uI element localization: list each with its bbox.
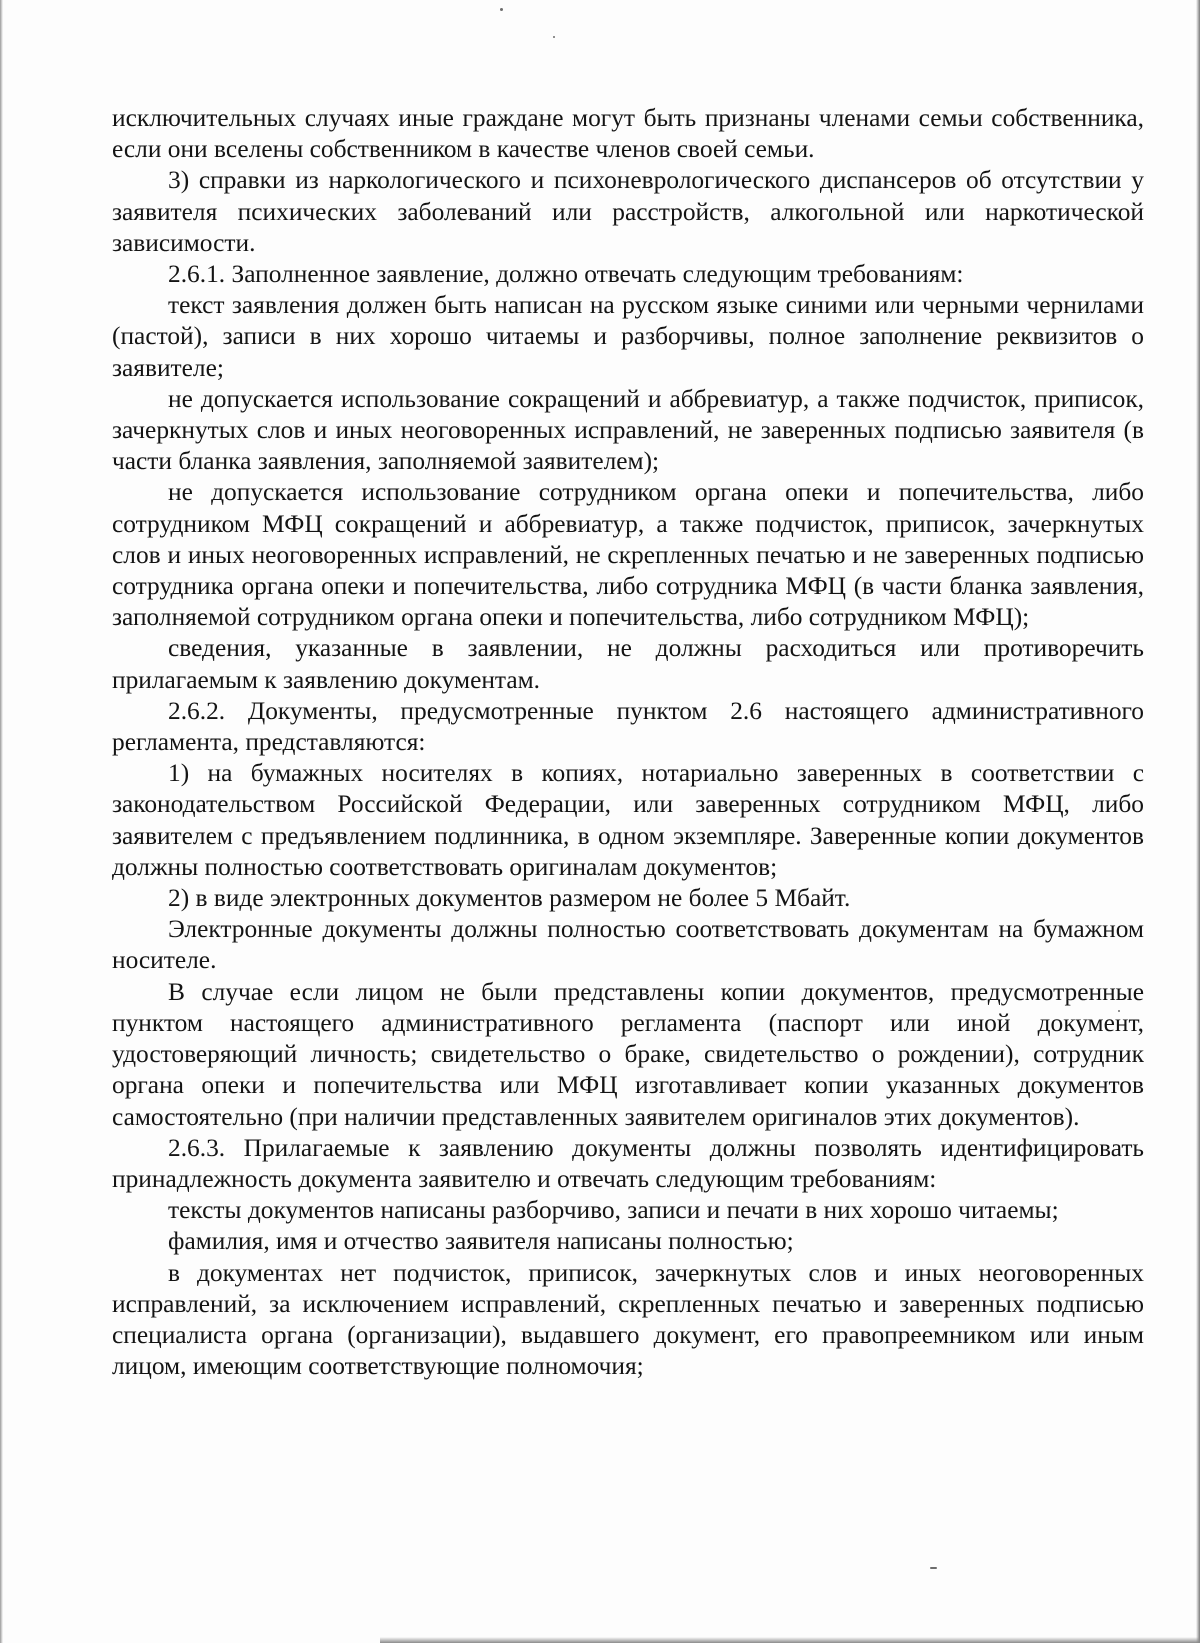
paragraph: сведения, указанные в заявлении, не должны расходиться или противоречить прилагаемым к заявлению документам.	[112, 634, 1144, 694]
paragraph: фамилия, имя и отчество заявителя написаны полностью;	[168, 1227, 794, 1256]
paragraph: В случае если лицом не были представлены копии документов, предусмотренные пунктом настоящего административного регламента (паспорт или иной документ, удостоверяющий личность; свидетельство о браке, свидетельство о рождении), сотрудник органа опеки и попечительства или МФЦ изготавливает копии указанных документов самостоятельно (при наличии представленных заявителем оригиналов этих документов).	[112, 977, 1144, 1131]
paragraph: Электронные документы должны полностью соответствовать документам на бумажном носителе.	[112, 915, 1144, 975]
scan-speck	[930, 1567, 937, 1569]
paragraph: 1) на бумажных носителях в копиях, нотариально заверенных в соответствии с законодательством Российской Федерации, или заверенных сотрудником МФЦ, либо заявителем с предъявлением подлинника, в одном экземпляре. Заверенные копии документов должны полностью соответствовать оригиналам документов;	[112, 759, 1144, 881]
paragraph: 3) справки из наркологического и психоневрологического диспансеров об отсутствии у заявителя психических заболеваний или расстройств, алкогольной или наркотической зависимости.	[112, 166, 1144, 257]
scan-speck	[500, 8, 503, 11]
scan-speck	[553, 36, 555, 38]
paragraph: не допускается использование сотрудником органа опеки и попечительства, либо сотрудником МФЦ сокращений и аббревиатур, а также подчисток, приписок, зачеркнутых слов и иных неоговоренных исправлений, не скрепленных печатью и не заверенных подписью сотрудника органа опеки и попечительства, либо сотрудника МФЦ (в части бланка заявления, заполняемой сотрудником органа опеки и попечительства, либо сотрудником МФЦ);	[112, 478, 1144, 632]
paragraph: 2) в виде электронных документов размером не более 5 Мбайт.	[168, 884, 851, 913]
paragraph: не допускается использование сокращений и аббревиатур, а также подчисток, приписок, зачеркнутых слов и иных неоговоренных исправлений, не заверенных подписью заявителя (в части бланка заявления, заполняемой заявителем);	[112, 384, 1144, 476]
paragraph: 2.6.1. Заполненное заявление, должно отвечать следующим требованиям:	[168, 260, 964, 289]
scan-shadow-right	[1196, 0, 1200, 1643]
paragraph: в документах нет подчисток, приписок, зачеркнутых слов и иных неоговоренных исправлений, за исключением исправлений, скрепленных печатью и заверенных подписью специалиста органа (организации), выдавшего документ, его правопреемником или иным лицом, имеющим соответствующие полномочия;	[112, 1258, 1144, 1381]
scan-shadow-left	[0, 0, 3, 1643]
paragraph: 2.6.3. Прилагаемые к заявлению документы должны позволять идентифицировать принадлежность документа заявителю и отвечать следующим требованиям:	[112, 1133, 1144, 1193]
paragraph: тексты документов написаны разборчиво, записи и печати в них хорошо читаемы;	[168, 1196, 1059, 1225]
paragraph: 2.6.2. Документы, предусмотренные пунктом 2.6 настоящего административного регламента, представляются:	[112, 696, 1144, 757]
paragraph: текст заявления должен быть написан на русском языке синими или черными чернилами (пастой), записи в них хорошо читаемы и разборчивы, полное заполнение реквизитов о заявителе;	[112, 291, 1144, 382]
document-body	[112, 103, 1144, 1382]
paragraph: исключительных случаях иные граждане могут быть признаны членами семьи собственника, если они вселены собственником в качестве членов своей семьи.	[112, 104, 1144, 164]
scan-shadow-bottom	[380, 1637, 1200, 1643]
